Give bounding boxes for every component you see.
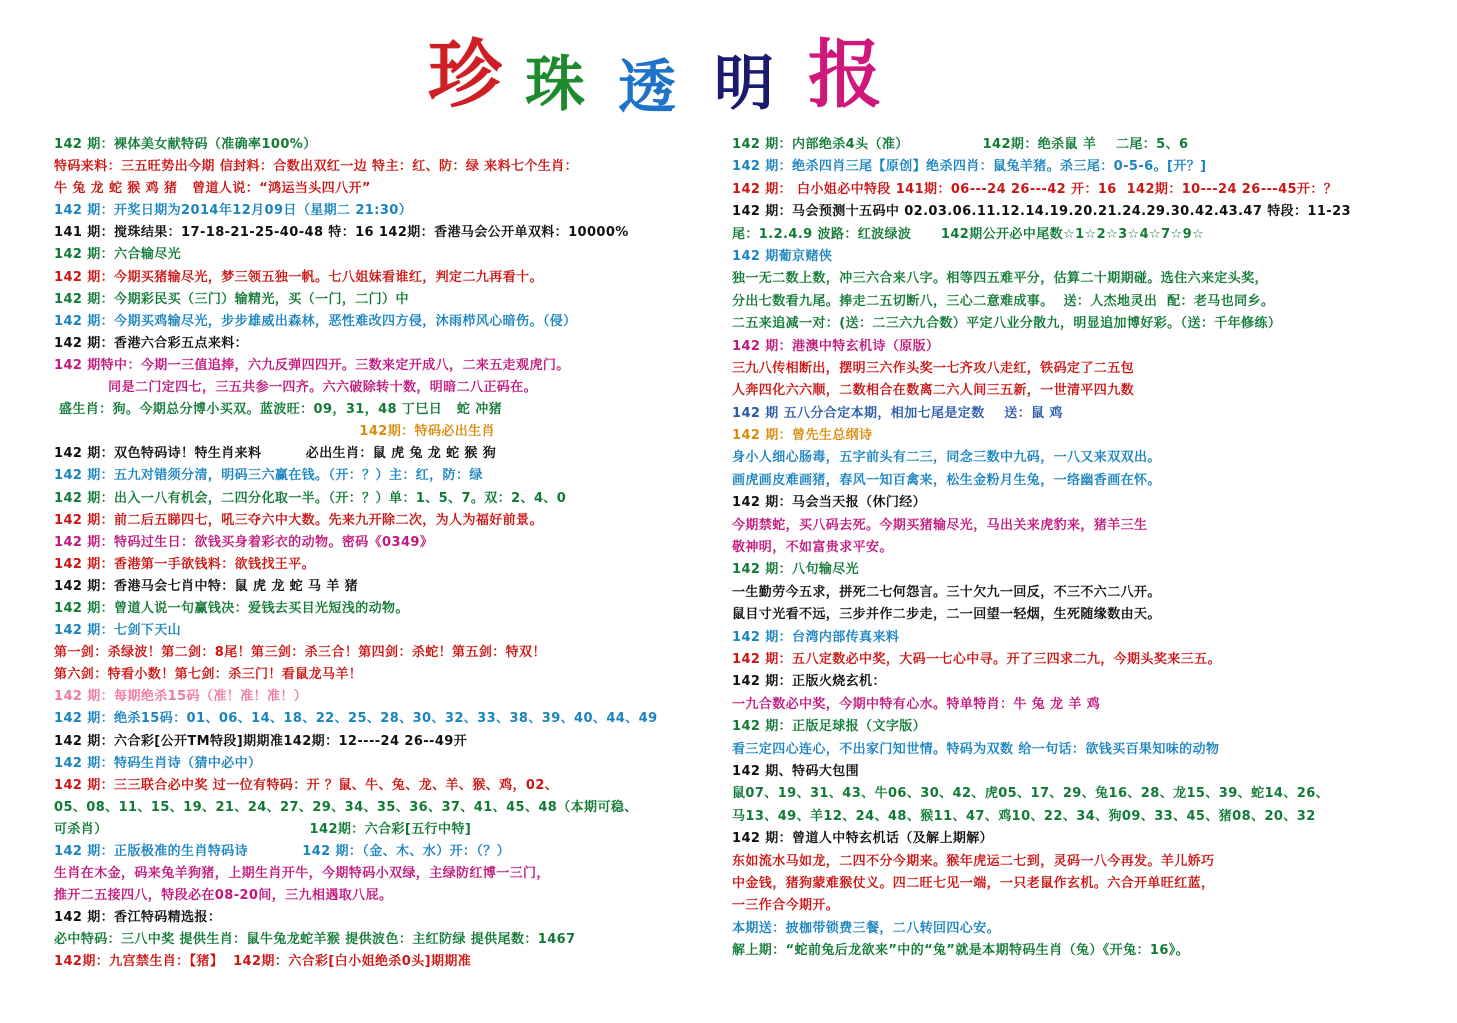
left-line: 142 期：正版极准的生肖特码诗 142 期：（金、木、水）开：（？） bbox=[54, 844, 511, 859]
title-char-1: 珍 bbox=[428, 32, 502, 118]
right-line: 142 期：正版火烧玄机： bbox=[732, 674, 886, 690]
right-line: 尾：1.2.4.9 波路：红波绿波 142期公开必中尾数☆1☆2☆3☆4☆7☆9☆ bbox=[732, 226, 1205, 242]
right-line: 142 期：台湾内部传真来料 bbox=[732, 629, 900, 645]
left-line: 142 期特中：今期一三值追捧，六九反弹四四开。三数来定开成八，二来五走观虎门。 bbox=[54, 357, 570, 373]
left-line: 牛 兔 龙 蛇 猴 鸡 猪 曾道人说：“鸿运当头四八开” bbox=[54, 181, 371, 197]
right-line: 一九合数必中奖，今期中特有心水。特单特肖：牛 兔 龙 羊 鸡 bbox=[732, 696, 1101, 712]
left-line: 142 期：每期绝杀15码（准！准！准！） bbox=[54, 689, 308, 705]
right-line: 人奔四化六六顺，二数相合在数离二六人间三五新，一世清平四九数 bbox=[732, 383, 1135, 399]
left-line: 142 期：今期买猪输尽光，梦三领五独一帆。七八姐妹看谁红，判定二九再看十。 bbox=[54, 269, 543, 285]
right-line: 142 期葡京赌侠 bbox=[732, 248, 833, 264]
right-line: 142 期：八句输尽光 bbox=[732, 562, 860, 578]
left-line: 141 期：搅珠结果：17-18-21-25-40-48 特：16 142期：香港马会公开单双料：10000% bbox=[54, 225, 629, 241]
left-line: 第六剑：特看小数！第七剑：杀三门！看鼠龙马羊！ bbox=[54, 667, 363, 683]
right-line: 三九八传相断出，摆明三六作头奖一七齐攻八走红，铁码定了二五包 bbox=[732, 360, 1135, 376]
right-line: 鼠目寸光看不远，三步并作二步走，二一回望一轻烟，生死随缘数由天。 bbox=[732, 607, 1161, 623]
right-line: 看三定四心连心，不出家门知世情。特码为双数 给一句话：欲钱买百果知味的动物 bbox=[732, 741, 1220, 757]
right-line: 142 期：五八定数必中奖，大码一七心中寻。开了三四求二九，今期头奖来三五。 bbox=[732, 651, 1221, 667]
title-char-4: 明 bbox=[714, 49, 774, 119]
left-line: 142 期：五九对错须分清，明码三六赢在钱。（开：？）主：红，防：绿 bbox=[54, 468, 483, 484]
left-line: 142 期：双色特码诗！特生肖来料 必出生肖：鼠 虎 兔 龙 蛇 猴 狗 bbox=[54, 446, 497, 462]
left-line: 142 期：出入一八有机会，二四分化取一半。（开：？）单：1、5、7。双：2、4、0 bbox=[54, 490, 567, 506]
left-line: 142 期：特码生肖诗（猜中必中） bbox=[54, 755, 262, 771]
left-line: 推开二五接四八，特段必在08-20间，三九相遇取八屁。 bbox=[54, 888, 393, 904]
left-line: 可杀肖） 142期：六合彩[五行中特] bbox=[54, 821, 472, 837]
right-line: 142 期：正版足球报（文字版） bbox=[732, 719, 927, 735]
right-line: 142 期：曾道人中特玄机话（及解上期解） bbox=[732, 831, 994, 847]
left-line: 142 期：绝杀15码：01、06、14、18、22、25、28、30、32、33、38、39、40、44、49 bbox=[54, 711, 658, 727]
right-line: 分出七数看九尾。捧走二五切断八，三心二意难成事。 送：人杰地灵出 配：老马也同乡。 bbox=[732, 293, 1275, 309]
left-line: 142 期：香港六合彩五点来料： bbox=[54, 335, 249, 351]
left-line: 142 期：今期买鸡输尽光，步步雄威出森林，恶性难改四方侵，沐雨栉风心暗伤。（侵） bbox=[54, 313, 577, 329]
left-line: 盛生肖：狗。今期总分博小买双。蓝波旺：09，31，48 丁巳日 蛇 冲猪 bbox=[54, 402, 503, 418]
title-char-3: 透 bbox=[618, 53, 677, 121]
right-line: 一生勤劳今五求，拼死二七何怨言。三十欠九一回反，不三不六二八开。 bbox=[732, 584, 1161, 600]
right-line: 二五来追减一对：(送：二三六九合数）平定八业分散九，明显追加博好彩。（送：千年修练） bbox=[732, 316, 1282, 332]
right-line: 142 期 五八分合定本期，相加七尾是定数 送：鼠 鸡 bbox=[732, 405, 1063, 421]
left-line: 生肖在木金，码来兔羊狗猪，上期生肖开牛，今期特码小双绿，主绿防红博一三门， bbox=[54, 866, 550, 882]
right-line: 解上期：“蛇前兔后龙欲来”中的“兔”就是本期特码生肖（兔）《开兔：16》。 bbox=[732, 943, 1190, 959]
right-line: 142 期：港澳中特玄机诗（原版） bbox=[732, 338, 940, 354]
right-line: 东如流水马如龙，二四不分今期来。猴年虎运二七到，灵码一八今再发。羊儿娇巧 bbox=[732, 853, 1215, 869]
right-line: 中金钱，猪狗蒙难猴仗义。四二旺七见一端，一只老鼠作玄机。六合开单旺红蓝， bbox=[732, 875, 1215, 891]
right-line: 142 期：曾先生总纲诗 bbox=[732, 428, 873, 444]
left-line: 142 期：六合输尽光 bbox=[54, 247, 182, 263]
left-line: 同是二门定四七，三五共参一四齐。六六破除转十数，明暗二八正码在。 bbox=[54, 380, 537, 396]
right-line: 142 期：内部绝杀4头（准） 142期：绝杀鼠 羊 二尾：5、6 bbox=[732, 137, 1189, 152]
right-line: 今期禁蛇，买八码去死。今期买猪输尽光，马出关来虎豹来，猪羊三生 bbox=[732, 517, 1148, 533]
right-line: 敬神明，不如富贵求平安。 bbox=[732, 540, 893, 556]
left-line: 第一剑：杀绿波！第二剑：8尾！第三剑：杀三合！第四剑：杀蛇！第五剑：特双！ bbox=[54, 645, 546, 661]
right-line: 鼠07、19、31、43、牛06、30、42、虎05、17、29、兔16、28、龙15、39、蛇14、26、 bbox=[732, 786, 1330, 802]
right-line: 142 期：绝杀四肖三尾【原创】绝杀四肖：鼠兔羊猪。杀三尾：0-5-6。[开？] bbox=[732, 159, 1207, 175]
right-column bbox=[732, 134, 1432, 962]
right-line: 画虎画皮难画猪，春风一知百禽来，松生金粉月生兔，一络幽香画在怀。 bbox=[732, 472, 1161, 488]
left-line: 142 期：香江特码精选报： bbox=[54, 910, 222, 926]
left-line: 142期：特码必出生肖 bbox=[54, 424, 495, 440]
left-column bbox=[54, 134, 714, 974]
left-line: 142 期：曾道人说一句赢钱决：爱钱去买目光短浅的动物。 bbox=[54, 600, 409, 616]
left-line: 142 期：今期彩民买（三门）输精光，买（一门，二门）中 bbox=[54, 291, 409, 307]
right-line: 142 期：马会预测十五码中 02.03.06.11.12.14.19.20.21.24.29.30.42.43.47 特段：11-23 bbox=[732, 204, 1351, 220]
right-line: 独一无二数上数，冲三六合来八字。相等四五难平分，估算二十期期碰。选住六来定头奖， bbox=[732, 271, 1269, 287]
right-line: 本期送：披枷带锁费三餐，二八转回四心安。 bbox=[732, 920, 1001, 936]
left-line: 142 期：裸体美女献特码（准确率100%） bbox=[54, 137, 317, 152]
left-line: 05、08、11、15、19、21、24、27、29、34、35、36、37、41、45、48（本期可稳、 bbox=[54, 799, 638, 815]
right-line: 一三作合今期开。 bbox=[732, 898, 840, 914]
title-char-5: 报 bbox=[808, 32, 882, 118]
left-line: 142期：九宫禁生肖：【猪】 142期：六合彩[白小姐绝杀0头]期期准 bbox=[54, 954, 472, 970]
right-line: 142 期、特码大包围 bbox=[732, 763, 860, 779]
title-char-2: 珠 bbox=[525, 50, 585, 120]
left-line: 142 期：三三联合必中奖 过一位有特码：开 ？鼠、牛、兔、龙、羊、猴、鸡，02、 bbox=[54, 777, 559, 793]
left-line: 特码来料：三五旺势出今期 信封料：合数出双红一边 特主：红、防：绿 来料七个生肖： bbox=[54, 159, 578, 175]
left-line: 142 期：前二后五睇四七，吼三夺六中大数。先来九开除二次，为人为福好前景。 bbox=[54, 512, 543, 528]
left-line: 142 期：六合彩[公开TM特段]期期准142期：12----24 26--49开 bbox=[54, 733, 468, 749]
left-line: 142 期：香港马会七肖中特：鼠 虎 龙 蛇 马 羊 猪 bbox=[54, 578, 359, 594]
right-line: 142 期：马会当天报（休门经） bbox=[732, 495, 927, 511]
right-line: 马13、49、羊12、24、48、猴11、47、鸡10、22、34、狗09、33、45、猪08、20、32 bbox=[732, 808, 1316, 824]
left-line: 142 期：开奖日期为2014年12月09日（星期二 21:30） bbox=[54, 203, 413, 219]
left-line: 必中特码：三八中奖 提供生肖：鼠牛兔龙蛇羊猴 提供波色：主红防绿 提供尾数：1467 bbox=[54, 932, 576, 948]
right-line: 142 期： 白小姐必中特段 141期：06---24 26---42 开：16 142期：10---24 26---45开：？ bbox=[732, 181, 1338, 197]
left-line: 142 期：七剑下天山 bbox=[54, 623, 182, 639]
left-line: 142 期：香港第一手欲钱料：欲钱找王平。 bbox=[54, 556, 316, 572]
left-line: 142 期：特码过生日：欲钱买身着彩衣的动物。密码《0349》 bbox=[54, 534, 434, 550]
page-title bbox=[0, 30, 1100, 120]
right-line: 身小人细心肠毒，五字前头有二三，同念三数中九码，一八又来双双出。 bbox=[732, 450, 1161, 466]
